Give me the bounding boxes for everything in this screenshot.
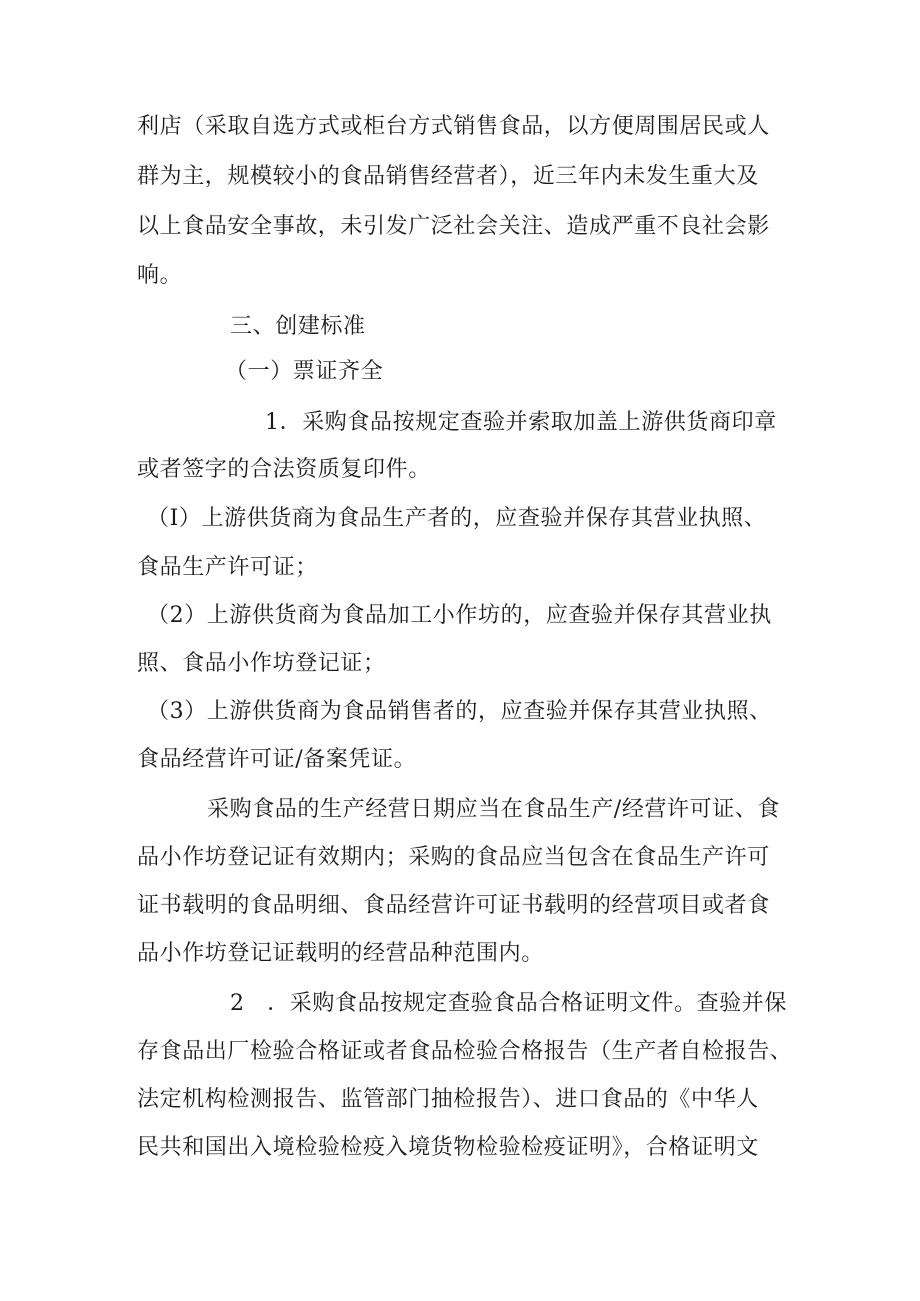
text-line: 食品生产许可证；: [137, 555, 318, 580]
text-line: 以上食品安全事故，未引发广泛社会关注、造成严重不良社会影: [137, 214, 770, 239]
text-line: 利店（采取自选方式或柜台方式销售食品，以方便周围居民或人: [137, 114, 770, 139]
text-line: 1．采购食品按规定查验并索取加盖上游供货商印章: [265, 410, 777, 435]
text-line: （2）上游供货商为食品加工小作坊的，应查验并保存其营业执: [147, 603, 772, 628]
text-line: 照、食品小作坊登记证；: [137, 651, 386, 676]
text-line: 2 ．采购食品按规定查验食品合格证明文件。查验并保: [230, 991, 787, 1016]
text-line: 响。: [137, 263, 183, 288]
section-heading: 三、创建标准: [230, 314, 366, 339]
text-line: 群为主，规模较小的食品销售经营者），近三年内未发生重大及: [137, 164, 759, 189]
text-line: （I）上游供货商为食品生产者的，应查验并保存其营业执照、: [147, 506, 767, 531]
text-line: 民共和国出入境检验检疫入境货物检验检疫证明》，合格证明文: [137, 1135, 759, 1160]
text-line: 或者签字的合法资质复印件。: [137, 457, 431, 482]
text-line: 采购食品的生产经营日期应当在食品生产/经营许可证、食: [207, 797, 781, 822]
subsection-heading: （一）票证齐全: [225, 359, 384, 384]
text-line: 法定机构检测报告、监管部门抽检报告）、进口食品的《中华人: [137, 1087, 759, 1112]
text-line: （3）上游供货商为食品销售者的，应查验并保存其营业执照、: [147, 699, 772, 724]
text-line: 食品经营许可证/备案凭证。: [137, 747, 417, 772]
text-line: 品小作坊登记证有效期内；采购的食品应当包含在食品生产许可: [137, 845, 770, 870]
text-line: 存食品出厂检验合格证或者食品检验合格报告（生产者自检报告、: [137, 1039, 793, 1064]
text-line: 品小作坊登记证载明的经营品种范围内。: [137, 941, 544, 966]
text-line: 证书载明的食品明细、食品经营许可证书载明的经营项目或者食: [137, 893, 770, 918]
